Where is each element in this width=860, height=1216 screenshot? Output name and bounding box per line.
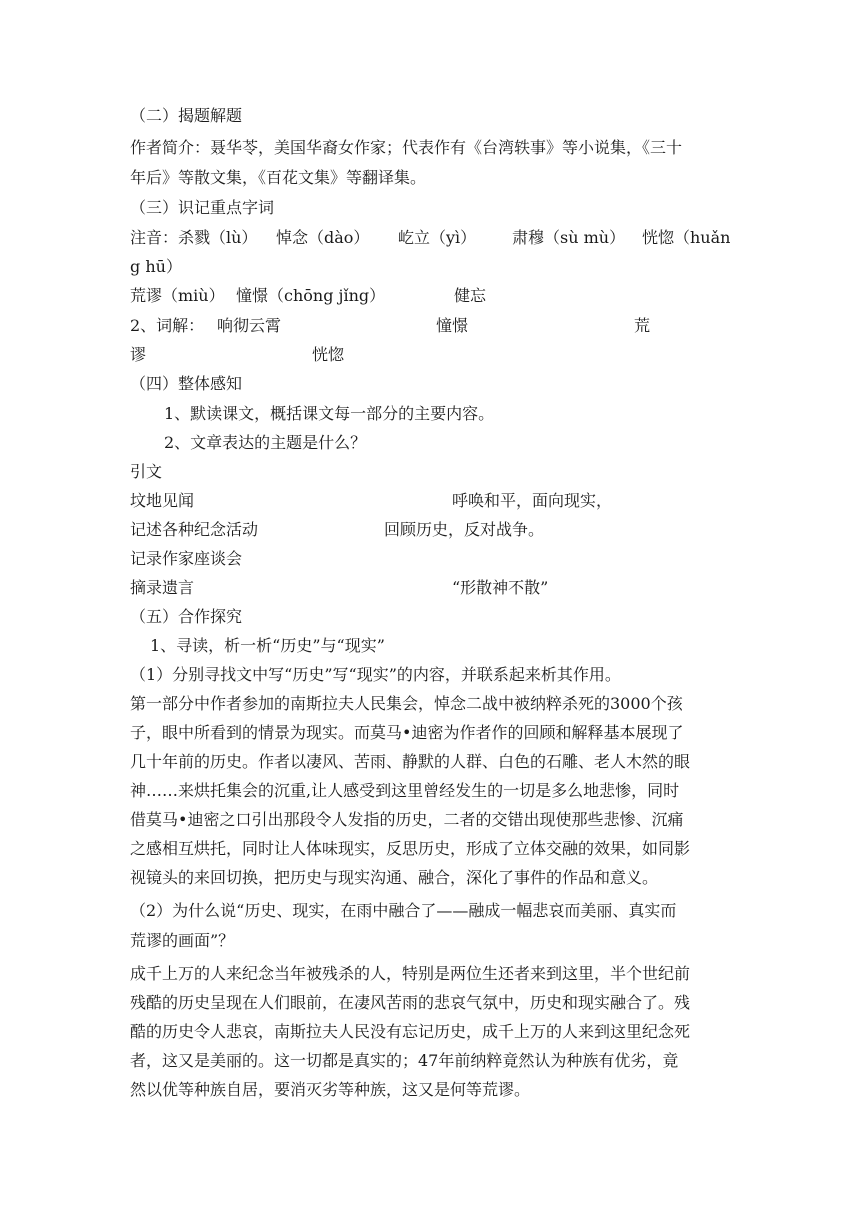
outline-item: 引文 (130, 462, 163, 481)
answer-line: 第一部分中作者参加的南斯拉夫人民集会，悼念二战中被纳粹杀死的3000个孩 (130, 694, 683, 713)
answer-line: 酷的历史令人悲哀，南斯拉夫人民没有忘记历史，成千上万的人来到这里纪念死 (130, 1022, 691, 1041)
vocab-label: 2、词解： (130, 316, 205, 335)
outline-item: 记述各种纪念活动 (130, 520, 259, 539)
section-heading-2: （二）揭题解题 (130, 106, 243, 125)
section-heading-5: （五）合作探究 (130, 607, 243, 626)
vocab-word: 恍惚 (312, 345, 345, 364)
author-intro-line: 作者简介：聂华苓，美国华裔女作家；代表作有《台湾轶事》等小说集，《三十 (130, 138, 683, 157)
outline-item: 摘录遗言 (130, 578, 195, 597)
vocab-word: 响彻云霄 (217, 316, 282, 335)
phonetic-word: 健忘 (454, 286, 487, 305)
phonetic-word: 恍惚（huǎn (642, 228, 731, 247)
answer-line: 残酷的历史呈现在人们眼前，在凄风苦雨的悲哀气氛中，历史和现实融合了。残 (130, 993, 691, 1012)
outline-item: 记录作家座谈会 (130, 549, 243, 568)
question-item: 2、文章表达的主题是什么？ (164, 433, 367, 452)
phonetic-word-wrap: g hū） (130, 257, 182, 276)
phonetic-word: 荒谬（miù） (130, 286, 225, 305)
question-item: 1、默读课文，概括课文每一部分的主要内容。 (164, 404, 495, 423)
question-item: （1）分别寻找文中写“历史”写“现实”的内容，并联系起来析其作用。 (130, 665, 621, 684)
answer-line: 成千上万的人来纪念当年被残杀的人，特别是两位生还者来到这里，半个世纪前 (130, 964, 691, 983)
phonetic-word: 憧憬（chōng jǐng） (236, 286, 386, 305)
answer-line: 借莫马•迪密之口引出那段令人发指的历史，二者的交错出现使那些悲惨、沉痛 (130, 810, 684, 829)
answer-line: 子，眼中所看到的情景为现实。而莫马•迪密为作者作的回顾和解释基本展现了 (130, 723, 684, 742)
phonetic-word: 悼念（dào） (276, 228, 370, 247)
answer-line: 之感相互烘托，同时让人体味现实，反思历史，形成了立体交融的效果，如同影 (130, 839, 691, 858)
answer-line: 视镜头的来回切换，把历史与现实沟通、融合，深化了事件的作品和意义。 (130, 868, 659, 887)
task-item: 1、寻读，析一析“历史”与“现实” (150, 636, 385, 655)
answer-line: 神……来烘托集会的沉重,让人感受到这里曾经发生的一切是多么地悲惨，同时 (130, 781, 680, 800)
answer-line: 者，这又是美丽的。这一切都是真实的；47年前纳粹竟然认为种族有优劣，竟 (130, 1051, 679, 1070)
question-item: （2）为什么说“历史、现实，在雨中融合了——融成一幅悲哀而美丽、真实而 (130, 901, 677, 920)
phonetic-word: 肃穆（sù mù） (512, 228, 626, 247)
vocab-word: 憧憬 (436, 316, 469, 335)
outline-item: 坟地见闻 (130, 491, 195, 510)
section-heading-3: （三）识记重点字词 (130, 198, 275, 217)
phonetic-label: 注音： (130, 228, 179, 247)
phonetic-word: 屹立（yì） (398, 228, 477, 247)
section-heading-4: （四）整体感知 (130, 374, 243, 393)
outline-theme: 呼唤和平，面向现实， (452, 491, 613, 510)
outline-style: “形散神不散” (452, 578, 549, 597)
answer-line: 然以优等种族自居，要消灭劣等种族，这又是何等荒谬。 (130, 1080, 531, 1099)
question-item: 荒谬的画面”？ (130, 931, 235, 950)
author-intro-line: 年后》等散文集，《百花文集》等翻译集。 (130, 168, 427, 187)
outline-theme: 回顾历史，反对战争。 (384, 520, 545, 539)
vocab-word: 荒 (634, 316, 651, 335)
answer-line: 几十年前的历史。作者以凄风、苦雨、静默的人群、白色的石雕、老人木然的眼 (130, 752, 691, 771)
phonetic-word: 杀戮（lù） (178, 228, 258, 247)
vocab-word: 谬 (130, 345, 147, 364)
